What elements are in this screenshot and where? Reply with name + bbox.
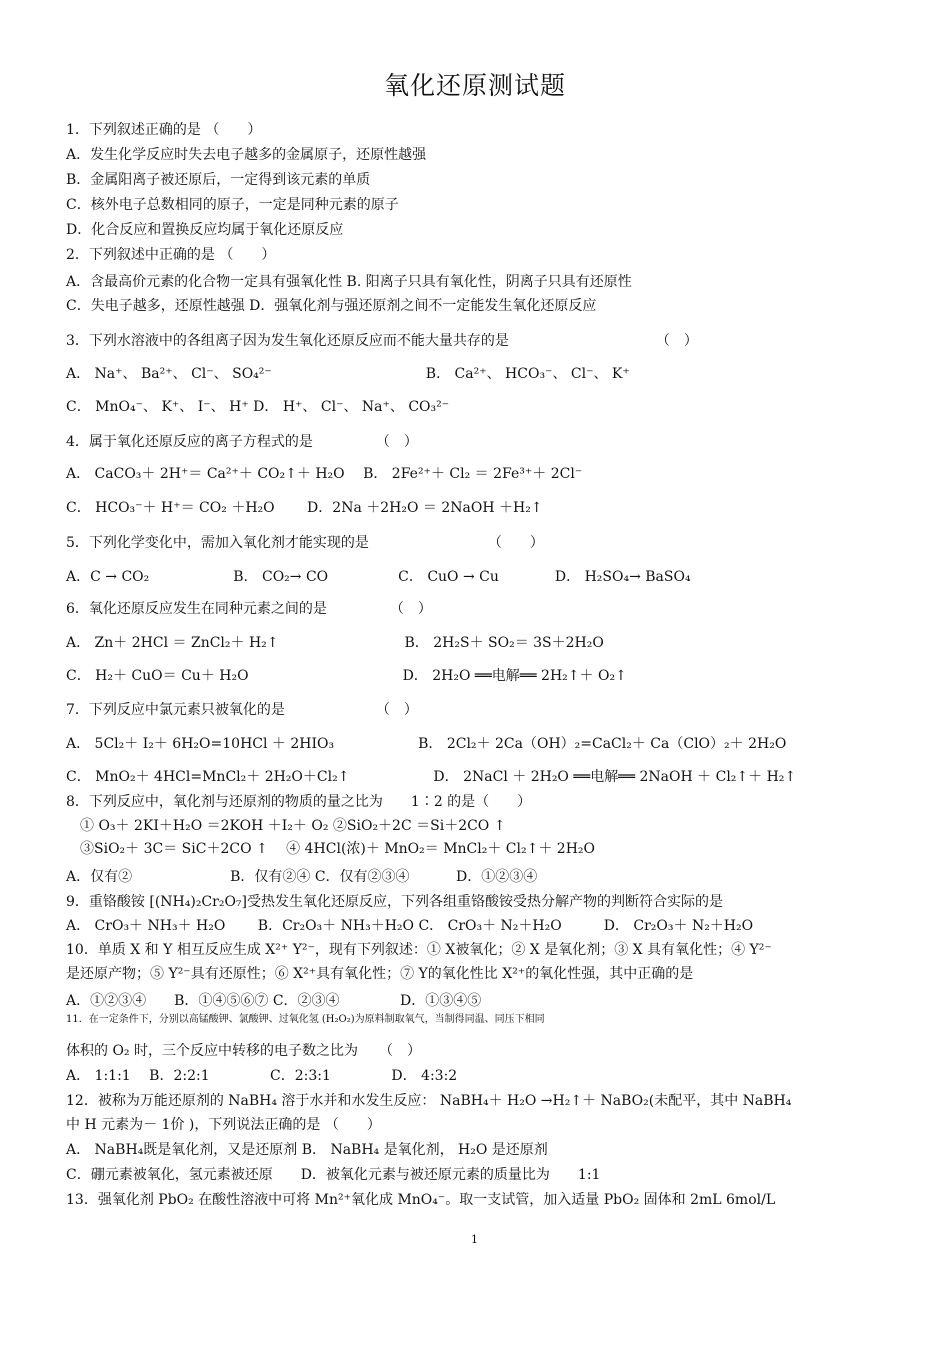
q9-stem: 9．重铬酸铵 [(NH₄)₂Cr₂O₇]受热发生氧化还原反应，下列各组重铬酸铵受热分解产物的判断符合实际的是 [66,894,723,910]
q8-stem: 8．下列反应中，氧化剂与还原剂的物质的量之比为 1∶2 的是（ ） [66,794,532,810]
q10-stem-2: 是还原产物；⑤ Y²⁻具有还原性；⑥ X²⁺具有氧化性；⑦ Y的氧化性比 X²⁺的氧化性强，其中正确的是 [66,966,694,982]
q4-stem: 4．属于氧化还原反应的离子方程式的是 （ ） [66,434,418,450]
q1-option-d: D．化合反应和置换反应均属于氧化还原反应 [66,222,344,238]
q11-stem-1: 11．在一定条件下，分别以高锰酸钾、氯酸钾、过氧化氢 (H₂O₂)为原料制取氧气，当制得同温、同压下相同 [66,1014,545,1025]
q4-options-ab: A． CaCO₃＋ 2H⁺＝ Ca²⁺＋ CO₂↑＋ H₂O B． 2Fe²⁺＋ Cl₂ ＝ 2Fe³⁺＋ 2Cl⁻ [66,466,583,482]
q7-options-cd: C． MnO₂＋ 4HCl=MnCl₂＋ 2H₂O＋Cl₂↑ D． 2NaCl ＋ 2H₂O ══电解══ 2NaOH ＋ Cl₂↑＋ H₂↑ [66,769,797,785]
q11-options: A． 1:1:1 B．2:2:1 C．2:3:1 D． 4:3:2 [66,1068,458,1084]
page-title: 氧化还原测试题 [383,71,566,100]
q13-stem: 13．强氧化剂 PbO₂ 在酸性溶液中可将 Mn²⁺氧化成 MnO₄⁻。取一支试管，加入适量 PbO₂ 固体和 2mL 6mol/L [66,1192,776,1208]
q6-options-ab: A． Zn＋ 2HCl ＝ ZnCl₂＋ H₂↑ B． 2H₂S＋ SO₂＝ 3S＋2H₂O [66,635,604,651]
q12-stem-2: 中 H 元素为－ 1价 )，下列说法正确的是 （ ） [66,1117,381,1133]
q6-options-cd: C． H₂＋ CuO＝ Cu＋ H₂O D． 2H₂O ══电解══ 2H₂↑＋ O₂↑ [66,668,627,684]
q1-option-b: B．金属阳离子被还原后，一定得到该元素的单质 [66,172,371,188]
q10-stem-1: 10．单质 X 和 Y 相互反应生成 X²⁺ Y²⁻，现有下列叙述：① X被氧化；② X 是氧化剂；③ X 具有氧化性；④ Y²⁻ [66,942,772,958]
q1-option-c: C．核外电子总数相同的原子，一定是同种元素的原子 [66,197,399,213]
q3-options-cd: C． MnO₄⁻、 K⁺、 I⁻、 H⁺ D． H⁺、 Cl⁻、 Na⁺、 CO₃²⁻ [66,399,450,415]
q4-options-cd: C． HCO₃⁻＋ H⁺＝ CO₂ ＋H₂O D．2Na ＋2H₂O ＝ 2NaOH ＋H₂↑ [66,500,543,516]
q12-options-cd: C．硼元素被氧化，氢元素被还原 D．被氧化元素与被还原元素的质量比为 1:1 [66,1167,601,1183]
q7-options-ab: A． 5Cl₂＋ I₂＋ 6H₂O=10HCl ＋ 2HIO₃ B． 2Cl₂＋ 2Ca（OH）₂=CaCl₂＋ Ca（ClO）₂＋ 2H₂O [66,736,787,752]
q5-stem: 5．下列化学变化中，需加入氧化剂才能实现的是 （ ） [66,535,544,551]
q2-options-ab: A．含最高价元素的化合物一定具有强氧化性 B. 阳离子只具有氧化性，阴离子只具有还原性 [66,274,632,290]
q11-stem-2: 体积的 O₂ 时，三个反应中转移的电子数之比为 （ ） [66,1043,421,1059]
q8-reactions-2: ③SiO₂＋ 3C＝ SiC＋2CO ↑ ④ 4HCl(浓)＋ MnO₂＝ MnCl₂＋ Cl₂↑＋ 2H₂O [66,841,595,857]
q1-option-a: A．发生化学反应时失去电子越多的金属原子，还原性越强 [66,147,427,163]
q7-stem: 7．下列反应中氯元素只被氧化的是 （ ） [66,702,418,718]
q8-reactions-1: ① O₃＋ 2KI＋H₂O ＝2KOH ＋I₂＋ O₂ ②SiO₂＋2C ＝Si＋2CO ↑ [66,818,506,834]
q1-stem: 1．下列叙述正确的是 （ ） [66,122,262,138]
q2-stem: 2．下列叙述中正确的是 （ ） [66,247,276,263]
q10-options: A．①②③④ B．①④⑤⑥⑦ C．②③④ D．①③④⑤ [66,993,482,1009]
q5-options: A．C → CO₂ B． CO₂→ CO C． CuO → Cu D． H₂SO₄→ BaSO₄ [66,569,691,585]
q6-stem: 6．氧化还原反应发生在同种元素之间的是 （ ） [66,601,432,617]
q12-stem-1: 12．被称为万能还原剂的 NaBH₄ 溶于水并和水发生反应： NaBH₄＋ H₂O →H₂↑＋ NaBO₂(未配平，其中 NaBH₄ [66,1093,792,1109]
q8-options: A．仅有② B．仅有②④ C．仅有②③④ D．①②③④ [66,869,538,885]
page-number: 1 [471,1233,478,1246]
q3-stem: 3．下列水溶液中的各组离子因为发生氧化还原反应而不能大量共存的是 （ ） [66,333,698,349]
q9-options: A． CrO₃＋ NH₃＋ H₂O B．Cr₂O₃＋ NH₃＋H₂O C． CrO₃＋ N₂＋H₂O D． Cr₂O₃＋ N₂＋H₂O [66,918,754,934]
q3-options-ab: A． Na⁺、 Ba²⁺、 Cl⁻、 SO₄²⁻ B． Ca²⁺、 HCO₃⁻、 Cl⁻、 K⁺ [66,366,630,382]
q12-options-ab: A． NaBH₄既是氧化剂，又是还原剂 B． NaBH₄ 是氧化剂， H₂O 是还原剂 [66,1142,548,1158]
q2-options-cd: C．失电子越多，还原性越强 D．强氧化剂与强还原剂之间不一定能发生氧化还原反应 [66,298,597,314]
